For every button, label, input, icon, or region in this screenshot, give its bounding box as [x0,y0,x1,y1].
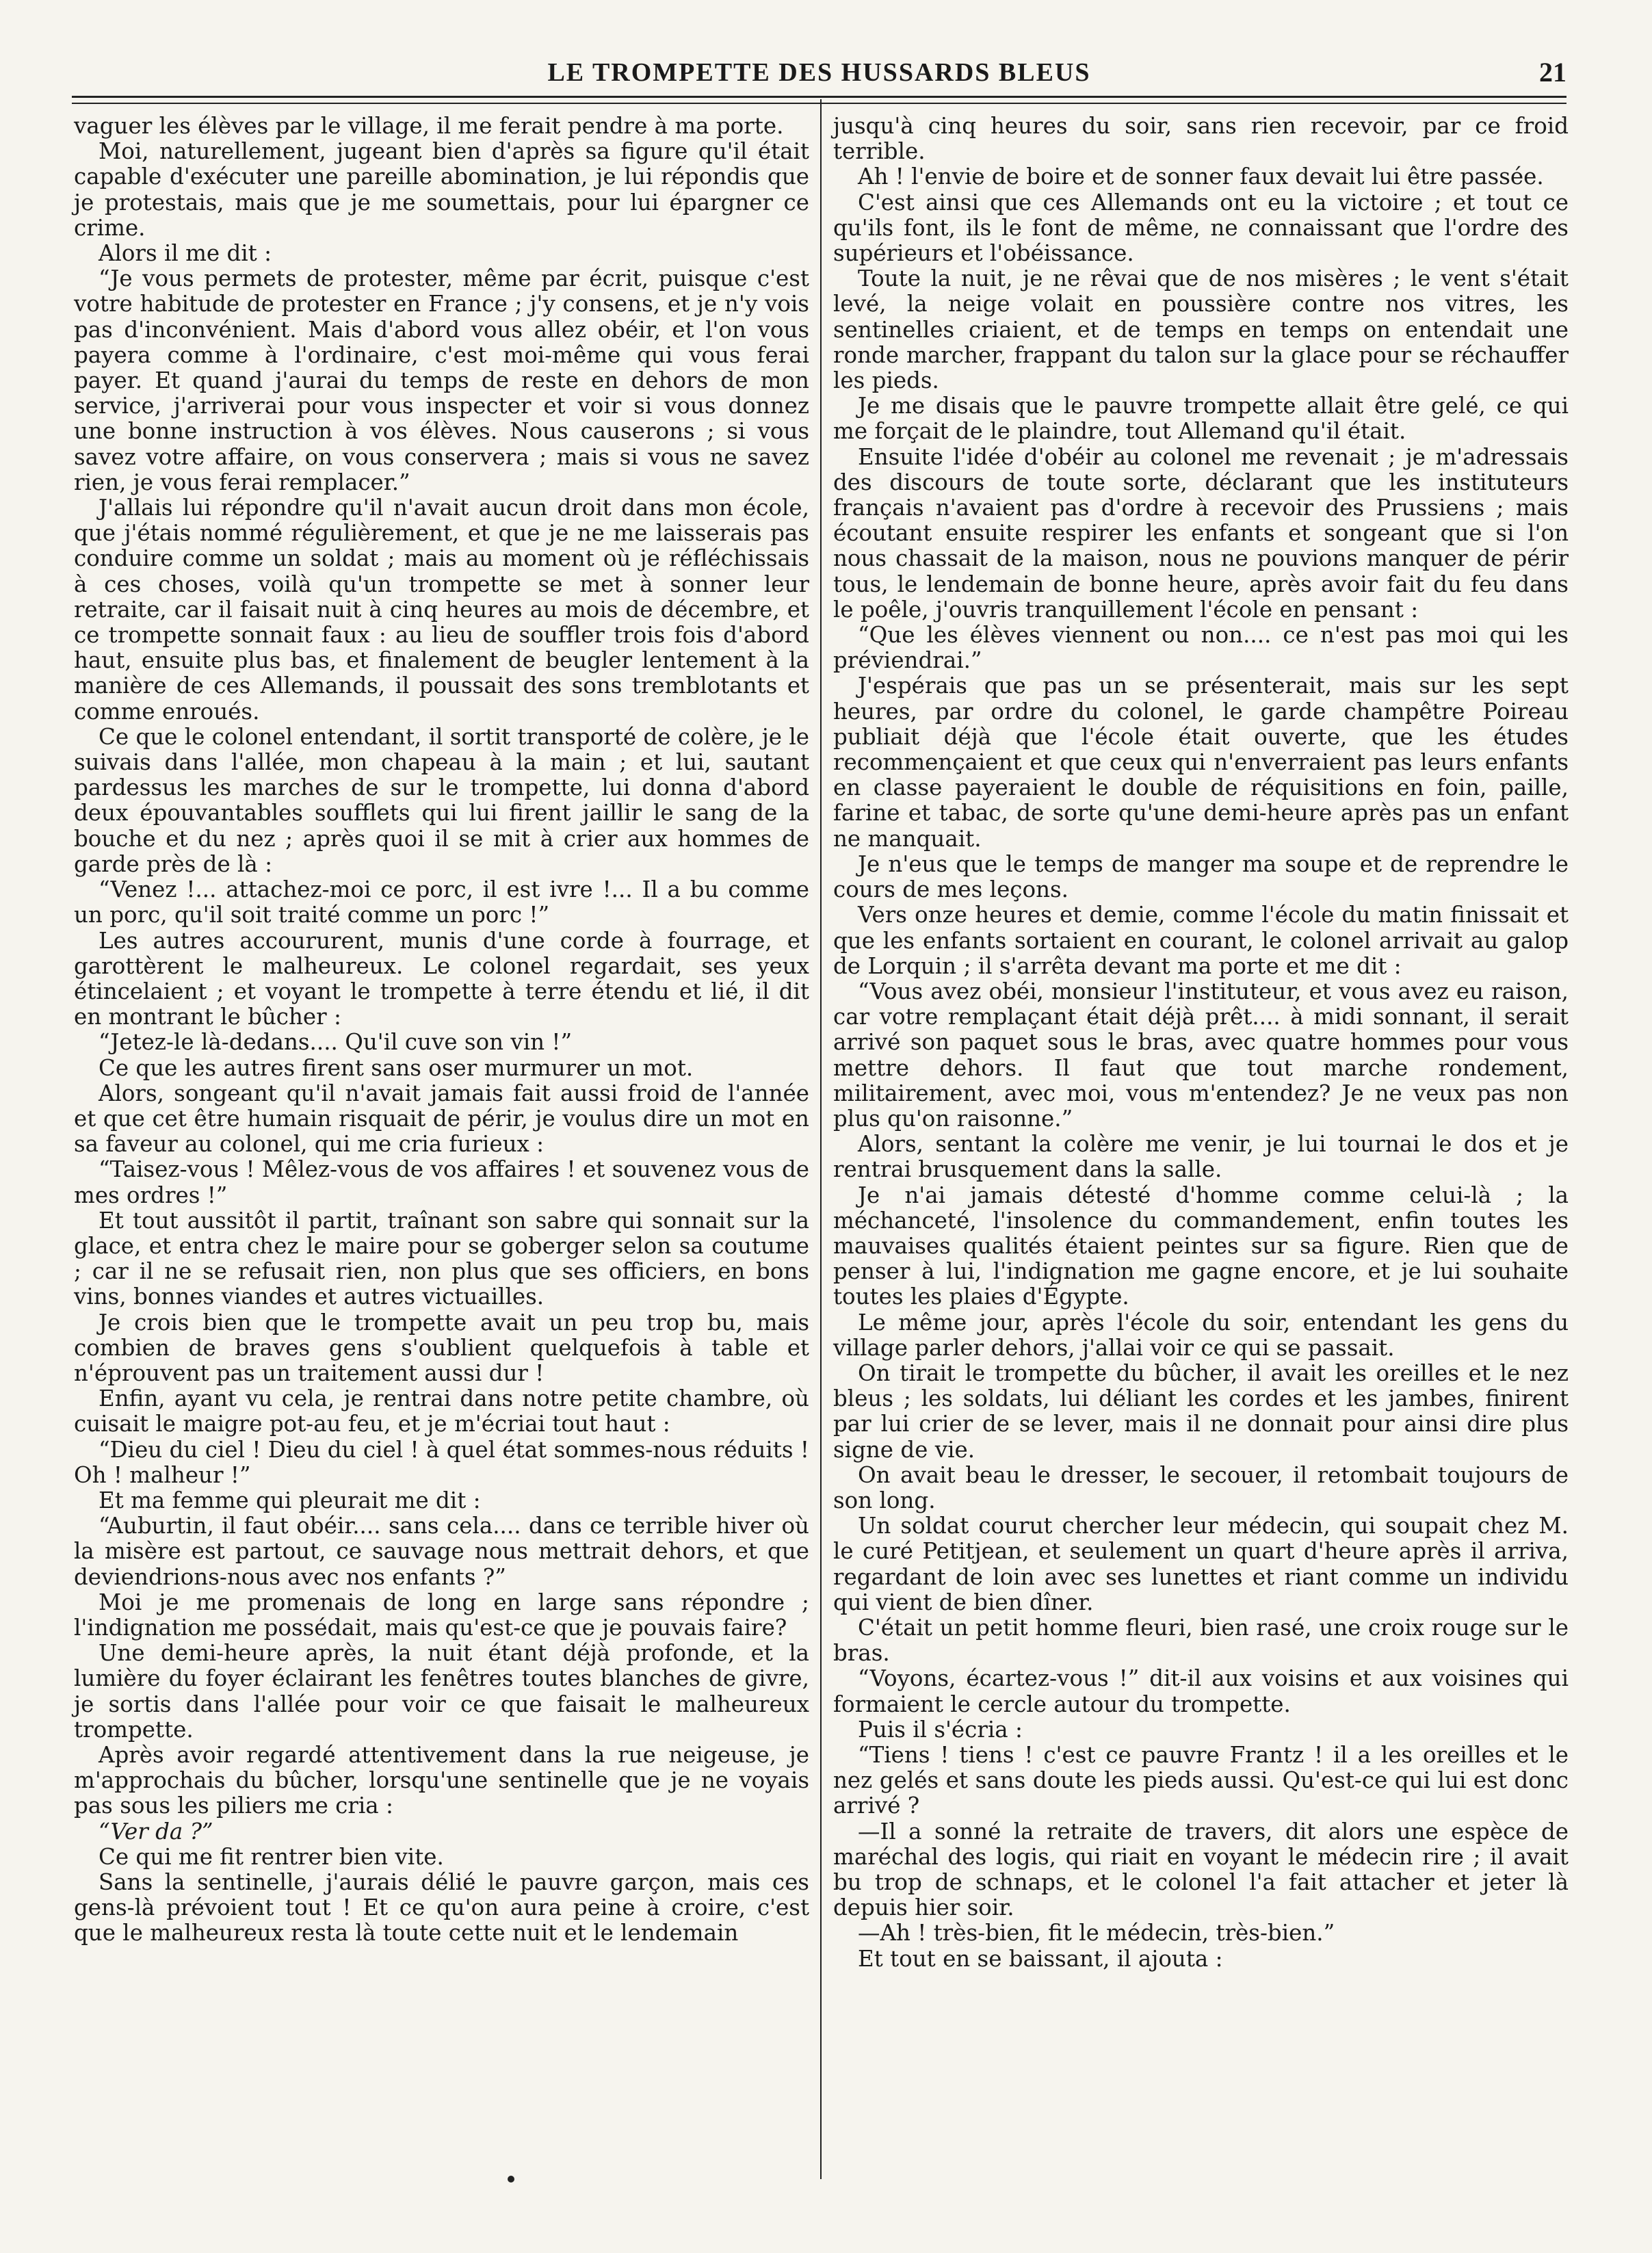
paragraph: Moi je me promenais de long en large sans répondre ; l'indignation me possédait, mais qu'est-ce que je pouvais faire? [74,1589,809,1641]
paragraph: “Que les élèves viennent ou non.... ce n'est pas moi qui les préviendrai.” [833,622,1569,674]
paragraph: Les autres accoururent, munis d'une corde à fourrage, et garottèrent le malheureux. Le colonel regardait, ses yeux étincelaient ; et voyant le trompette à terre étendu et lié, il dit en montrant le bûcher : [74,927,809,1030]
paragraph: J'espérais que pas un se présenterait, mais sur les sept heures, par ordre du colonel, le garde champêtre Poireau publiait déjà que l'école était ouverte, que les études recommençaient et que ceux qui n'enverraient pas leurs enfants en classe payeraient le double de réquisitions en foin, paille, farine et tabac, de sorte qu'une demi-heure après pas un enfant ne manquait. [833,673,1569,852]
paragraph: Puis il s'écria : [858,1716,1023,1743]
paragraph: —Ah ! très-bien, fit le médecin, très-bien.” [858,1920,1335,1946]
paragraph: Une demi-heure après, la nuit étant déjà profonde, et la lumière du foyer éclairant les fenêtres toutes blanches de givre, je sortis dans l'allée pour voir ce que faisait le malheureux trompette. [74,1640,809,1743]
paragraph: Sans la sentinelle, j'aurais délié le pauvre garçon, mais ces gens-là prévoient tout ! Et ce qu'on aura peine à croire, c'est que le malheureux resta là toute cette nuit et le lendemain [74,1869,809,1946]
paragraph: —Il a sonné la retraite de travers, dit alors une espèce de maréchal des logis, qui riait en voyant le médecin rire ; il avait bu trop de schnaps, et le colonel l'a fait attacher et jeter là depuis hier soir. [833,1818,1569,1921]
paragraph: Ce que le colonel entendant, il sortit transporté de colère, je le suivais dans l'allée, mon chapeau à la main ; et lui, sautant pardessus les marches de sur le trompette, lui donna d'abord deux épouvantables soufflets qui lui firent jaillir le sang de la bouche et du nez ; après quoi il se mit à crier aux hommes de garde près de là : [74,723,809,877]
header-rule-thin [72,103,1566,104]
paragraph: vaguer les élèves par le village, il me ferait pendre à ma porte. [74,113,784,139]
running-title: LE TROMPETTE DES HUSSARDS BLEUS [547,58,1091,87]
paragraph: jusqu'à cinq heures du soir, sans rien recevoir, par ce froid terrible. [833,113,1569,165]
paragraph: C'est ainsi que ces Allemands ont eu la victoire ; et tout ce qu'ils font, ils le font de même, ne connaissant que l'ordre des supérieurs et l'obéissance. [833,189,1569,267]
paragraph: Vers onze heures et demie, comme l'école du matin finissait et que les enfants sortaient en courant, le colonel arrivait au galop de Lorquin ; il s'arrêta devant ma porte et me dit : [833,902,1569,979]
page-number: 21 [1539,57,1566,88]
paragraph: “Je vous permets de protester, même par écrit, puisque c'est votre habitude de protester en France ; j'y consens, et je n'y vois pas d'inconvénient. Mais d'abord vous allez obéir, et l'on vous payera comme à l'ordinaire, c'est moi-même qui vous ferai payer. Et quand j'aurai du temps de reste en dehors de mon service, j'arriverai pour vous inspecter et voir si vous donnez une bonne instruction à vos élèves. Nous causerons ; si vous savez votre affaire, on vous conservera ; mais si vous ne savez rien, je vous ferai remplacer.” [74,265,809,495]
paragraph: Et tout en se baissant, il ajouta : [858,1945,1223,1972]
paragraph: Je crois bien que le trompette avait un peu trop bu, mais combien de braves gens s'oublient quelquefois à table et n'éprouvent pas un traitement aussi dur ! [74,1309,809,1386]
paragraph: “Ver da ?” [99,1818,213,1845]
paragraph: Et tout aussitôt il partit, traînant son sabre qui sonnait sur la glace, et entra chez le maire pour se goberger selon sa coutume ; car il ne se refusait rien, non plus que ses officiers, en bons vins, bonnes viandes et autres victuailles. [74,1207,809,1310]
paragraph: “Voyons, écartez-vous !” dit-il aux voisins et aux voisines qui formaient le cercle autour du trompette. [833,1665,1569,1717]
right-column [833,114,1569,1972]
paragraph: On tirait le trompette du bûcher, il avait les oreilles et le nez bleus ; les soldats, lui déliant les cordes et les jambes, finirent par lui crier de se lever, mais il ne donnait pour ainsi dire plus signe de vie. [833,1359,1569,1463]
page-header [72,53,1566,92]
ink-dot [508,2176,514,2183]
paragraph: Après avoir regardé attentivement dans la rue neigeuse, je m'approchais du bûcher, lorsqu'une sentinelle que je ne voyais pas sous les piliers me cria : [74,1742,809,1819]
paragraph: Ah ! l'envie de boire et de sonner faux devait lui être passée. [858,164,1544,190]
column-divider [820,99,822,2179]
paragraph: “Vous avez obéi, monsieur l'instituteur, et vous avez eu raison, car votre remplaçant était déjà prêt.... à midi sonnant, il serait arrivé son paquet sous le bras, avec quatre hommes pour vous mettre dehors. Il faut que tout marche rondement, militairement, avec moi, vous m'entendez? Je ne veux pas non plus qu'on raisonne.” [833,978,1569,1132]
paragraph: “Tiens ! tiens ! c'est ce pauvre Frantz ! il a les oreilles et le nez gelés et sans doute les pieds aussi. Qu'est-ce qui lui est donc arrivé ? [833,1742,1569,1819]
paragraph: Ensuite l'idée d'obéir au colonel me revenait ; je m'adressais des discours de toute sorte, déclarant que les instituteurs français n'avaient pas d'ordre à recevoir des Prussiens ; mais écoutant ensuite respirer les enfants et songeant que si l'on nous chassait de la maison, nous ne pouvions manquer de périr tous, le lendemain de bonne heure, après avoir fait du feu dans le poêle, j'ouvris tranquillement l'école en pensant : [833,443,1569,623]
paragraph: Enfin, ayant vu cela, je rentrai dans notre petite chambre, où cuisait le maigre pot-au feu, et je m'écriai tout haut : [74,1385,809,1437]
paragraph: Alors il me dit : [99,240,272,267]
paragraph: Je me disais que le pauvre trompette allait être gelé, ce qui me forçait de le plaindre, tout Allemand qu'il était. [833,393,1569,445]
paragraph: Je n'ai jamais détesté d'homme comme celui-là ; la méchanceté, l'insolence du commandement, enfin toutes les mauvaises qualités étaient peintes sur sa figure. Rien que de penser à lui, l'indignation me gagne encore, et je lui souhaite toutes les plaies d'Égypte. [833,1182,1569,1310]
left-column [74,114,809,1946]
paragraph: “Dieu du ciel ! Dieu du ciel ! à quel état sommes-nous réduits ! Oh ! malheur !” [74,1436,809,1488]
paragraph: C'était un petit homme fleuri, bien rasé, une croix rouge sur le bras. [833,1614,1569,1667]
paragraph: Un soldat courut chercher leur médecin, qui soupait chez M. le curé Petitjean, et seulement un quart d'heure après il arriva, regardant de loin avec ses lunettes et riant comme un individu qui vient de bien dîner. [833,1513,1569,1615]
header-rule [72,96,1566,98]
paragraph: “Auburtin, il faut obéir.... sans cela.... dans ce terrible hiver où la misère est partout, ce sauvage nous mettrait dehors, et que deviendrions-nous avec nos enfants ?” [74,1513,809,1590]
paragraph: On avait beau le dresser, le secouer, il retombait toujours de son long. [833,1461,1569,1513]
paragraph: Moi, naturellement, jugeant bien d'après sa figure qu'il était capable d'exécuter une pareille abomination, je lui répondis que je protestais, mais que je me soumettais, pour lui épargner ce crime. [74,138,809,241]
paragraph: “Jetez-le là-dedans.... Qu'il cuve son vin !” [99,1029,573,1056]
paragraph: “Taisez-vous ! Mêlez-vous de vos affaires ! et souvenez vous de mes ordres !” [74,1156,809,1208]
paragraph: “Venez !... attachez-moi ce porc, il est ivre !... Il a bu comme un porc, qu'il soit traité comme un porc !” [74,876,809,928]
paragraph: Ce que les autres firent sans oser murmurer un mot. [99,1054,694,1081]
paragraph: Alors, songeant qu'il n'avait jamais fait aussi froid de l'année et que cet être humain risquait de périr, je voulus dire un mot en sa faveur au colonel, qui me cria furieux : [74,1080,809,1158]
paragraph: Toute la nuit, je ne rêvai que de nos misères ; le vent s'était levé, la neige volait en poussière contre nos vitres, les sentinelles criaient, et de temps en temps on entendait une ronde marcher, frappant du talon sur la glace pour se réchauffer les pieds. [833,265,1569,394]
paragraph: Le même jour, après l'école du soir, entendant les gens du village parler dehors, j'allai voir ce qui se passait. [833,1309,1569,1361]
paragraph: Et ma femme qui pleurait me dit : [99,1487,481,1513]
paragraph: Alors, sentant la colère me venir, je lui tournai le dos et je rentrai brusquement dans la salle. [833,1131,1569,1183]
paragraph: Je n'eus que le temps de manger ma soupe et de reprendre le cours de mes leçons. [833,850,1569,903]
paragraph: Ce qui me fit rentrer bien vite. [99,1843,444,1870]
paragraph: J'allais lui répondre qu'il n'avait aucun droit dans mon école, que j'étais nommé régulièrement, et que je ne me laisserais pas conduire comme un soldat ; mais au moment où je réfléchissais à ces choses, voilà qu'un trompette se met à sonner leur retraite, car il faisait nuit à cinq heures au mois de décembre, et ce trompette sonnait faux : au lieu de souffler trois fois d'abord haut, ensuite plus bas, et finalement de beugler lentement à la manière de ces Allemands, il poussait des sons tremblotants et comme enroués. [74,495,809,725]
